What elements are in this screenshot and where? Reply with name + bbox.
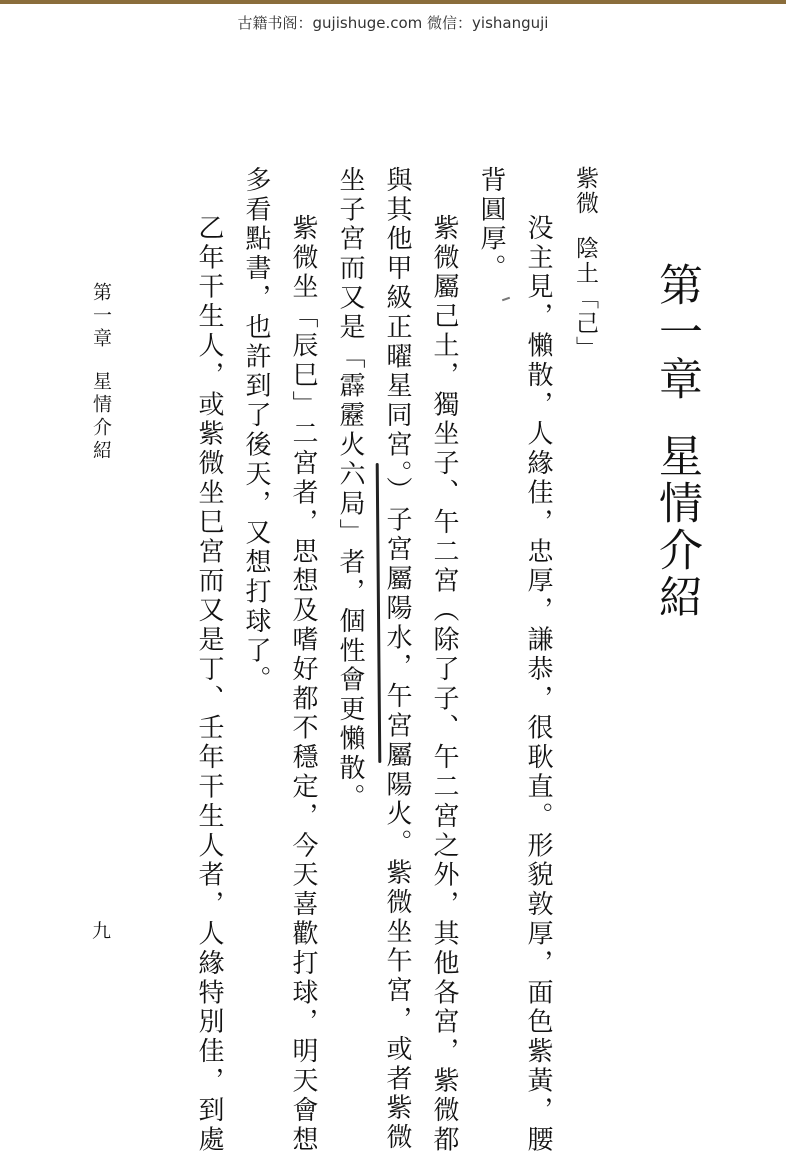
running-head-title: 星情介紹 [90,371,112,463]
chapter-title [648,262,702,621]
star-heading [566,166,596,361]
text-column-7: 多看點書，也許到了後天，又想打球了。 [241,166,271,696]
text-column-5: 坐子宮而又是「霹靂火六局」者，個性會更懶散。 [335,166,365,813]
star-element: 陰土「己」 [572,236,598,361]
margin-mark [502,297,510,302]
text-column-6: 紫微坐「辰巳」二宮者，思想及嗜好都不穩定，今天喜歡打球，明天會想 [288,214,318,1155]
running-head [86,282,110,463]
top-border [0,0,786,4]
chapter-number: 第一章 [651,262,702,403]
text-column-8: 乙年干生人，或紫微坐巳宮而又是丁、壬年干生人者，人緣特別佳，到處 [194,214,224,1155]
page-number: 九 [92,920,112,942]
star-name: 紫微 [572,166,598,216]
running-head-chapter: 第一章 [90,282,112,351]
chapter-name: 星情介紹 [651,433,702,621]
text-column-4: 與其他甲級正曜星同宮。）子宮屬陽水，午宮屬陽火。紫微坐午宮，或者紫微 [382,166,412,1153]
watermark-text: 古籍书阁：gujishuge.com 微信：yishanguji [237,14,549,32]
text-column-3: 紫微屬己土，獨坐子、午二宮（除了子、午二宮之外，其他各宮，紫微都 [429,214,459,1155]
text-column-1: 没主見，懶散，人緣佳，忠厚，謙恭，很耿直。形貌敦厚，面色紫黃，腰 [523,214,553,1155]
text-column-2: 背圓厚。 [476,166,506,284]
